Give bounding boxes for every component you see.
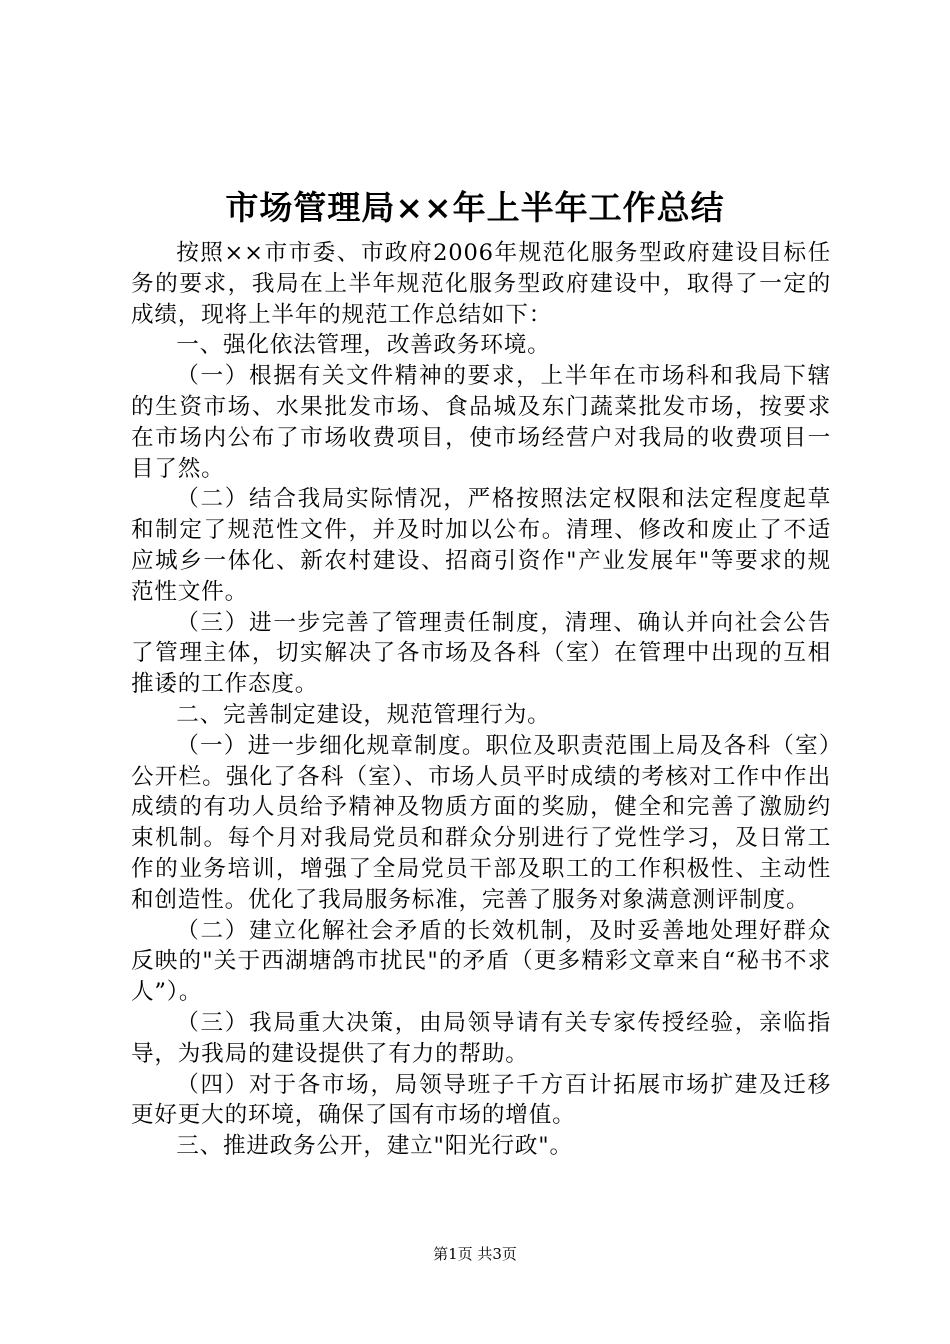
paragraph-intro: 按照××市市委、市政府2006年规范化服务型政府建设目标任务的要求，我局在上半年规范化服务型政府建设中，取得了一定的成绩，现将上半年的规范工作总结如下： <box>131 240 831 328</box>
section-heading-3: 三、推进政务公开，建立"阳光行政"。 <box>176 1133 573 1160</box>
section-heading-2: 二、完善制定建设，规范管理行为。 <box>176 701 551 728</box>
paragraph-1-3: （三）进一步完善了管理责任制度，清理、确认并向社会公告了管理主体，切实解决了各市场及各科（室）在管理中出现的互相推诿的工作态度。 <box>131 609 831 698</box>
paragraph-1-2: （二）结合我局实际情况，严格按照法定权限和法定程度起草和制定了规范性文件，并及时加以公布。清理、修改和废止了不适应城乡一体化、新农村建设、招商引资作"产业发展年"等要求的规范性文件。 <box>131 486 831 605</box>
paragraph-2-4: （四）对于各市场，局领导班子千方百计拓展市场扩建及迁移更好更大的环境，确保了国有市场的增值。 <box>131 1071 831 1129</box>
paragraph-2-1: （一）进一步细化规章制度。职位及职责范围上局及各科（室）公开栏。强化了各科（室）、市场人员平时成绩的考核对工作中作出成绩的有功人员给予精神及物质方面的奖励，健全和完善了激励约束机制。每个月对我局党员和群众分别进行了党性学习，及日常工作的业务培训，增强了全局党员干部及职工的工作积极性、主动性和创造性。优化了我局服务标准，完善了服务对象满意测评制度。 <box>131 732 831 913</box>
paragraph-2-3: （三）我局重大决策，由局领导请有关专家传授经验，亲临指导，为我局的建设提供了有力的帮助。 <box>131 1009 831 1067</box>
document-body <box>131 238 831 1162</box>
page-number: 第1页 共3页 <box>433 1245 517 1263</box>
document-title: 市场管理局××年上半年工作总结 <box>225 188 725 227</box>
paragraph-1-1: （一）根据有关文件精神的要求，上半年在市场科和我局下辖的生资市场、水果批发市场、食品城及东门蔬菜批发市场，按要求在市场内公布了市场收费项目，使市场经营户对我局的收费项目一目了然。 <box>131 363 831 482</box>
paragraph-2-2: （二）建立化解社会矛盾的长效机制，及时妥善地处理好群众反映的"关于西湖塘鸽市扰民"的矛盾（更多精彩文章来自“秘书不求人”）。 <box>131 917 831 1006</box>
section-heading-1: 一、强化依法管理，改善政务环境。 <box>176 332 551 359</box>
